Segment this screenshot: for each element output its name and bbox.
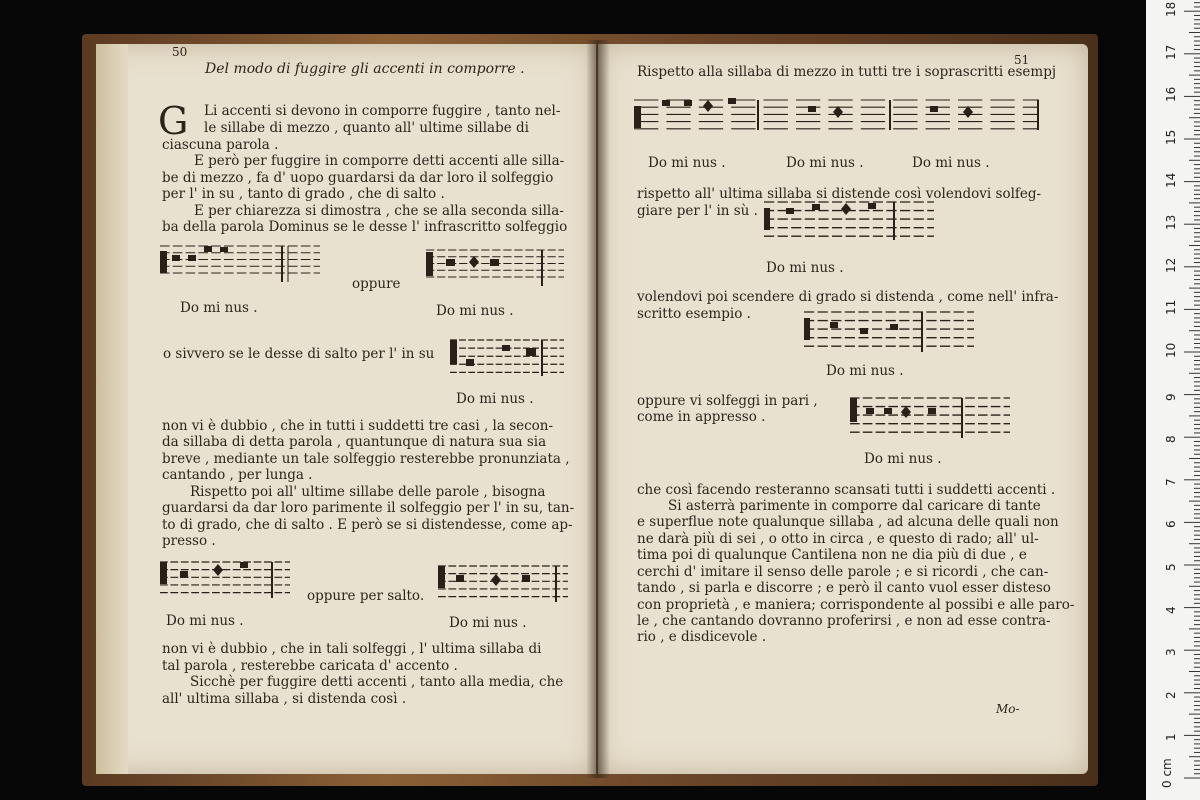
left-line-b-2: da sillaba di detta parola , quantunque di natura sua sia: [162, 434, 547, 450]
syllables-f: Do mi nus .: [864, 451, 942, 467]
syllables-2: Do mi nus .: [436, 303, 514, 319]
right-page-number: 51: [1014, 53, 1030, 67]
ruler-label: 1: [1164, 733, 1178, 742]
right-line-5-6: cerchi d' imitare il senso delle parole ; e si ricordi , che can-: [637, 564, 1049, 580]
left-page-number: 50: [172, 45, 188, 59]
ruler-label: 5: [1164, 563, 1178, 571]
syllables-1: Do mi nus .: [180, 300, 258, 316]
left-line-c-2: tal parola , resterebbe caricata d' accento .: [162, 658, 458, 674]
text-oppure-per-salto: oppure per salto.: [307, 588, 425, 604]
right-line-5-7: tando , si parla e discorre ; e però il canto vuol esser disteso: [637, 580, 1051, 596]
right-line-5-3: e superflue note qualunque sillaba , ad alcuna delle quali non: [637, 514, 1059, 530]
ruler-label: 16: [1164, 87, 1178, 103]
syllables-a: Do mi nus .: [648, 155, 726, 171]
left-line-6: per l' in su , tanto di grado , che di salto .: [162, 186, 445, 202]
ruler-label: 9: [1164, 392, 1178, 401]
left-line-5: be di mezzo , fa d' uopo guardarsi da dar loro il solfeggio: [162, 170, 554, 186]
syllables-3: Do mi nus .: [456, 391, 534, 407]
text-oppure: oppure: [352, 276, 401, 292]
page-header: Del modo di fuggire gli accenti in comporre .: [205, 61, 525, 77]
drop-cap: G: [158, 99, 189, 143]
left-line-b-6: guardarsi da dar loro parimente il solfeggio per l' in su, tan-: [162, 500, 575, 516]
left-line-b-7: to di grado, che di salto . E però se si distendesse, come ap-: [162, 517, 573, 533]
right-line-5-8: con proprietà , e maniera; corrispondente al possibi e alle paro-: [637, 597, 1075, 613]
left-line-b-4: cantando , per lunga .: [162, 467, 313, 483]
left-line-1: Li accenti si devono in comporre fuggire , tanto nel-: [204, 103, 561, 119]
measurement-ruler: [1146, 0, 1200, 800]
right-line-2b: giare per l' in sù .: [637, 203, 758, 219]
left-line-c-3: Sicchè per fuggire detti accenti , tanto alla media, che: [190, 674, 564, 690]
ruler-label: 0 cm: [1160, 758, 1174, 788]
right-line-5-10: rio , e disdicevole .: [637, 629, 767, 645]
right-line-5-9: le , che cantando dovranno proferirsi , e non ad esse contra-: [637, 613, 1051, 629]
left-line-b-1: non vi è dubbio , che in tutti i suddetti tre casi , la secon-: [162, 418, 554, 434]
syllables-e: Do mi nus .: [826, 363, 904, 379]
left-line-b-5: Rispetto poi all' ultime sillabe delle parole , bisogna: [190, 484, 546, 500]
left-line-7: E per chiarezza si dimostra , che se alla seconda silla-: [194, 203, 564, 219]
left-line-2: le sillabe di mezzo , quanto all' ultime sillabe di: [204, 120, 529, 136]
right-line-1: Rispetto alla sillaba di mezzo in tutti tre i soprascritti esempj: [637, 64, 1057, 80]
left-line-4: E però per fuggire in comporre detti accenti alle silla-: [194, 153, 565, 169]
right-line-2a: rispetto all' ultima sillaba si distende così volendovi solfeg-: [637, 186, 1042, 202]
book-gutter: [586, 40, 610, 778]
ruler-label: 11: [1164, 300, 1178, 316]
ruler-label: 18: [1164, 1, 1178, 18]
ruler-label: 13: [1164, 214, 1178, 231]
right-line-5-4: ne darà più di sei , o otto in circa , e questo di rado; all' ul-: [637, 531, 1039, 547]
page-edges: [96, 44, 128, 774]
right-line-4a: oppure vi solfeggi in pari ,: [637, 393, 818, 409]
syllables-d: Do mi nus .: [766, 260, 844, 276]
ruler-label: 17: [1164, 44, 1178, 60]
ruler-label: 2: [1164, 691, 1178, 699]
ruler-label: 6: [1164, 520, 1178, 529]
ruler-label: 8: [1164, 435, 1178, 444]
right-line-4b: come in appresso .: [637, 409, 766, 425]
ruler-label: 7: [1164, 478, 1178, 486]
syllables-c: Do mi nus .: [912, 155, 990, 171]
ruler-label: 14: [1164, 172, 1178, 188]
left-line-3: ciascuna parola .: [162, 137, 279, 153]
left-line-c-1: non vi è dubbio , che in tali solfeggi , l' ultima sillaba di: [162, 641, 542, 657]
ruler-label: 3: [1164, 648, 1178, 657]
syllables-4: Do mi nus .: [166, 613, 244, 629]
right-line-5-2: Si asterrà parimente in comporre dal caricare di tante: [668, 498, 1041, 514]
text-o-sivvero: o sivvero se le desse di salto per l' in su: [163, 346, 435, 362]
ruler-label: 15: [1164, 129, 1178, 145]
right-line-5-5: tima poi di qualunque Cantilena non ne dia più di due , e: [637, 547, 1027, 563]
left-line-b-3: breve , mediante un tale solfeggio resterebbe pronunziata ,: [162, 451, 570, 467]
ruler-label: 10: [1164, 342, 1178, 358]
syllables-b: Do mi nus .: [786, 155, 864, 171]
left-line-8: ba della parola Dominus se le desse l' infrascritto solfeggio: [162, 219, 568, 235]
ruler-label: 12: [1164, 257, 1178, 273]
right-line-3a: volendovi poi scendere di grado si distenda , come nell' infra-: [637, 289, 1059, 305]
catchword: Mo-: [996, 702, 1020, 716]
left-line-c-4: all' ultima sillaba , si distenda così .: [162, 691, 407, 707]
right-line-3b: scritto esempio .: [637, 306, 751, 322]
left-line-b-8: presso .: [162, 533, 216, 549]
right-line-5-1: che così facendo resteranno scansati tutti i suddetti accenti .: [637, 482, 1056, 498]
ruler-label: 4: [1164, 605, 1178, 614]
syllables-5: Do mi nus .: [449, 615, 527, 631]
